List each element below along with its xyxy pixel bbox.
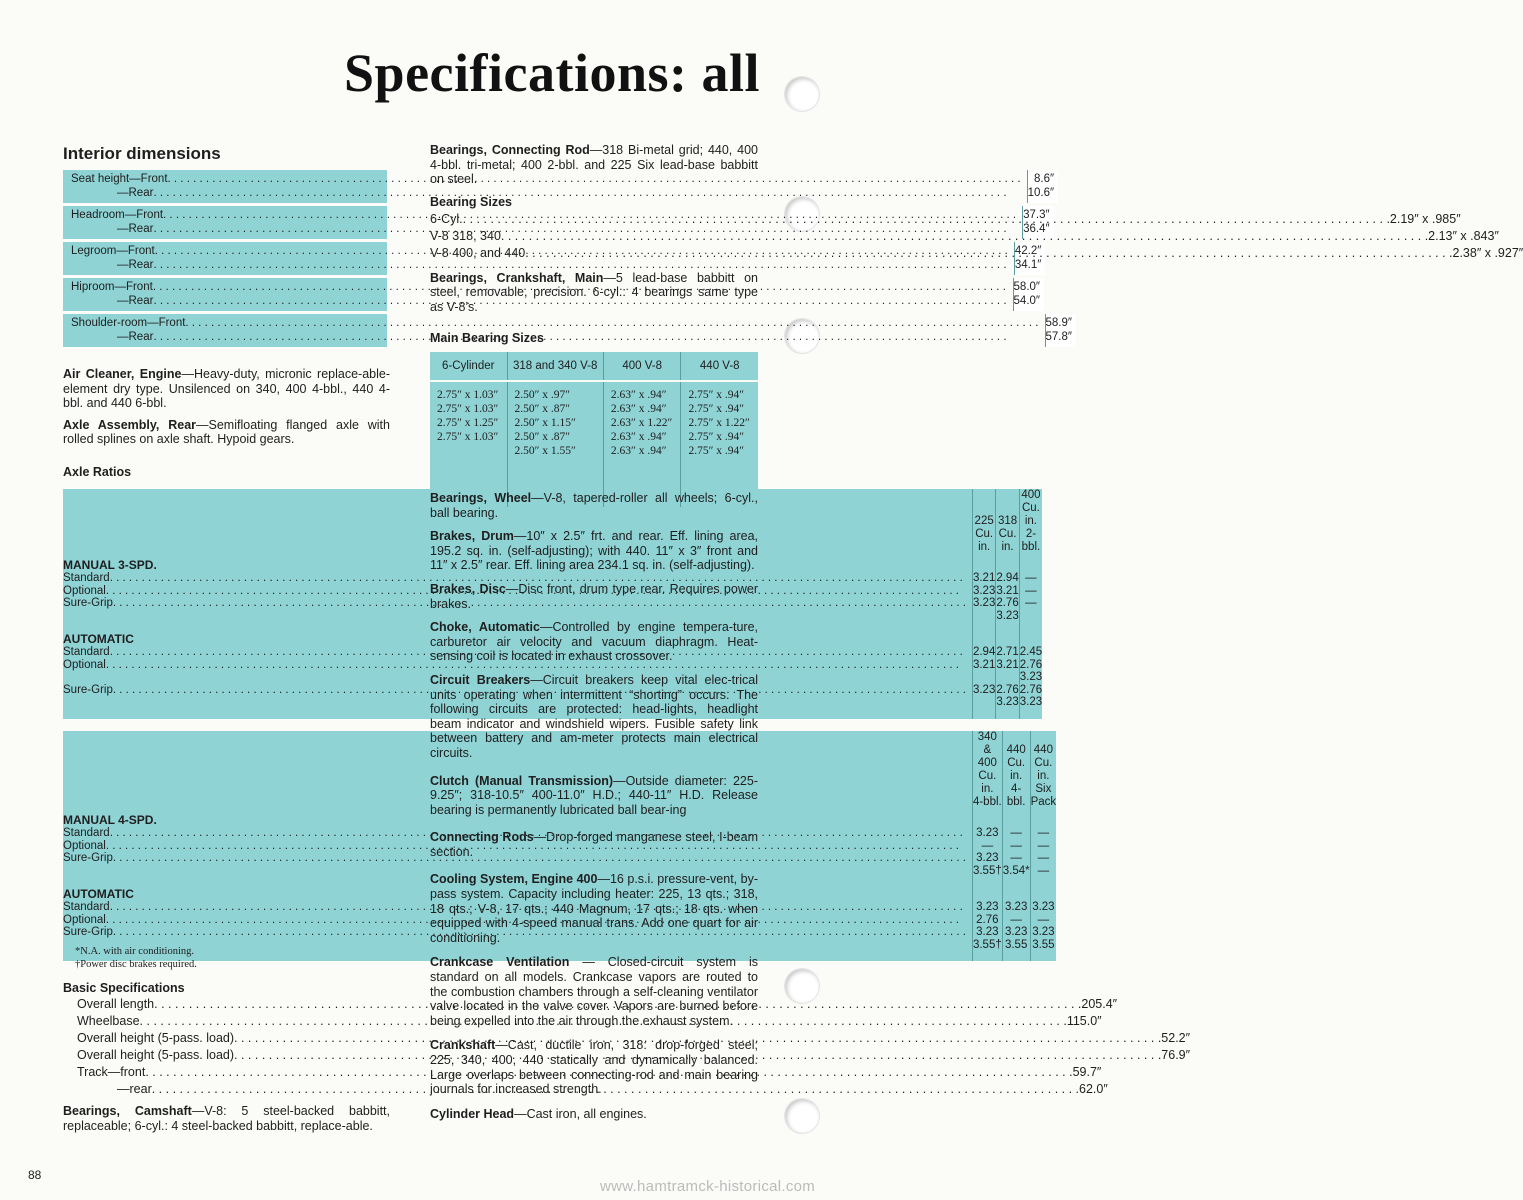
ratio-value: 2.45 [1019, 646, 1043, 658]
bearing-size-value: 2.13″ x .843″ [1428, 228, 1499, 243]
ratio-value: — [1002, 827, 1030, 840]
main-bearing-body-row [430, 381, 758, 507]
spacer-cell [1030, 813, 1056, 827]
main-bearing-value: 2.75″ x 1.22″ [688, 417, 750, 429]
bearing-size-label: 6-Cyl. [430, 211, 463, 226]
ratio-value: 3.23 [996, 696, 1019, 708]
main-bearing-value: 2.50″ x .97″ [514, 389, 571, 401]
spec-label: Overall height (5-pass. load) [77, 1031, 235, 1045]
main-bearing-value: 2.75″ x .94″ [688, 445, 745, 457]
pad-cell [996, 709, 1019, 719]
crankcase-ventilation-paragraph: Crankcase Ventilation — Closed-circuit system is standard on all models. Crankcase vapors are routed to the combustion chambers through a self-cleaning ventilator valve located in the valve cover. Vapors are burned before being expelled into the air through the exhaust system. [430, 955, 758, 1028]
ratio-label-text: Standard [63, 901, 110, 913]
ratio-value: 3.55† [972, 938, 1002, 951]
ratio-value: 3.23 [1030, 901, 1056, 914]
bearing-size-label: V-8 318, 340 [430, 228, 501, 243]
pad-cell [1019, 709, 1042, 719]
ratio-value: — [1030, 827, 1056, 840]
spec-value: 115.0″ [1066, 1014, 1102, 1028]
spec-value: 52.2″ [1161, 1031, 1191, 1045]
main-bearing-value: 2.75″ x 1.03″ [437, 389, 499, 401]
bearing-sizes-heading: Bearing Sizes [430, 194, 512, 209]
header-line: 2-bbl. [1021, 528, 1041, 553]
ratio-value: 3.21 [972, 658, 996, 671]
ratio-value: 3.23 [972, 901, 1002, 914]
ratio-label-text: Standard [63, 646, 110, 658]
ratio-value: 2.76 [996, 683, 1019, 696]
section-title: MANUAL 3-SPD. [63, 558, 157, 572]
column-header [996, 489, 1019, 558]
spec-row [77, 1047, 1191, 1064]
ratio-value: — [1030, 840, 1056, 853]
ratio-value [1019, 610, 1042, 623]
ratio-value: 2.94 [996, 572, 1019, 584]
clutch-paragraph: Clutch (Manual Transmission)—Outside diameter: 225-9.25″; 318-10.5″ 400-11.0″ H.D.; 440-11″ H.D. Release bearing is permanently lubricated ball bear-ing [430, 773, 758, 817]
axle-assembly-paragraph: Axle Assembly, Rear—Semifloating flanged axle with rolled splines on axle shaft. Hypoid gears. [63, 417, 390, 447]
spec-value: 62.0″ [1079, 1082, 1108, 1096]
pad-cell [996, 622, 1019, 632]
header-line: 440 [1006, 744, 1026, 756]
column-header [972, 489, 995, 558]
ratio-label-text: Sure-Grip [63, 683, 113, 696]
connecting-rod-paragraph: Bearings, Connecting Rod—318 Bi-metal grid; 440, 400 4-bbl. tri-metal; 400 2-bbl. and 225 Six lead-base babbitt on steel. [430, 143, 759, 187]
ratio-value: 3.23 [1019, 696, 1043, 708]
header-line: Cu. in. [1007, 757, 1026, 782]
column-header [1002, 731, 1030, 813]
header-line: Six Pack [1030, 783, 1057, 808]
ratio-label-text: Optional [63, 913, 106, 926]
dimension-label: Shoulder-room—Front [71, 317, 186, 329]
ratio-value: — [972, 840, 1002, 853]
dimension-value: 57.8″ [1045, 331, 1072, 343]
spacer-cell [996, 632, 1019, 646]
main-bearing-header: 6-Cylinder [430, 352, 507, 381]
page-title: Specifications: all [344, 43, 760, 103]
spacer-cell [1002, 813, 1030, 827]
header-line: 225 [974, 515, 994, 527]
ratio-value: 3.21 [996, 658, 1019, 671]
spacer-cell [972, 558, 995, 572]
crankshaft-main-paragraph: Bearings, Crankshaft, Main—5 lead-base babbitt on steel, removable, precision. 6-cyl.: 4 bearings same type as V-8’s. [430, 270, 758, 314]
wheel-bearing-paragraph: Bearings, Wheel—V-8, tapered-roller all wheels; 6-cyl., ball bearing. [430, 491, 759, 520]
ratio-value: 3.55† [972, 864, 1002, 877]
ratio-value: 2.76 [1019, 658, 1043, 671]
spec-row [77, 1013, 1102, 1030]
header-line: 4-bbl. [1006, 783, 1026, 808]
ratio-label-text: Standard [63, 827, 110, 839]
camshaft-paragraph: Bearings, Camshaft—V-8: 5 steel-backed babbitt, replaceable; 6-cyl.: 4 steel-backed babbitt, replace-able. [63, 1104, 391, 1133]
interior-values [1046, 314, 1076, 347]
spacer-cell [972, 632, 995, 646]
main-bearing-header: 440 V-8 [681, 352, 758, 381]
spec-label: Track—front [77, 1065, 146, 1079]
dimension-label: —Rear [117, 223, 154, 235]
main-bearing-column [681, 381, 758, 507]
spec-label: Overall length [77, 997, 155, 1011]
spec-row [77, 1081, 1108, 1098]
dimension-value: 8.6″ [1034, 173, 1055, 185]
main-bearing-value: 2.63″ x .94″ [610, 389, 667, 401]
header-line: 318 [997, 515, 1018, 527]
ratio-value: — [1030, 865, 1056, 878]
dimension-value: 42.2″ [1014, 245, 1042, 257]
main-bearing-value: 2.63″ x 1.22″ [610, 417, 673, 429]
spec-row [77, 1030, 1191, 1047]
column-header [1030, 731, 1056, 813]
bearing-size-value: 2.38″ x .927″ [1452, 245, 1523, 260]
main-bearing-value: 2.75″ x .94″ [688, 431, 745, 443]
header-line: Cu. in. [1021, 502, 1040, 527]
main-bearing-value: 2.75″ x 1.03″ [437, 403, 499, 415]
ratio-label-text: Optional [63, 839, 106, 852]
footnote: *N.A. with air conditioning. [75, 946, 194, 957]
ratio-value: 3.23 [1002, 901, 1030, 914]
ratio-value: 2.94 [972, 646, 996, 658]
section-title: AUTOMATIC [63, 887, 134, 901]
main-bearing-value: 2.50″ x 1.15″ [514, 417, 576, 429]
ratio-value: — [1019, 585, 1042, 598]
bearing-size-value: 2.19″ x .985″ [1389, 211, 1461, 226]
main-bearing-heading: Main Bearing Sizes [430, 330, 544, 345]
main-bearing-column [507, 381, 603, 507]
dot-leader [463, 211, 1390, 228]
section-title: MANUAL 4-SPD. [63, 813, 157, 827]
dimension-label: —Rear [117, 295, 154, 307]
main-bearing-value: 2.50″ x .87″ [514, 431, 571, 443]
ratio-value: 2.76 [972, 914, 1002, 927]
dimension-value: 34.1″ [1014, 259, 1042, 271]
pad-cell [1019, 622, 1042, 632]
ratio-value [972, 671, 995, 684]
interior-heading: Interior dimensions [63, 144, 221, 163]
circuit-breakers-paragraph: Circuit Breakers—Circuit breakers keep vital elec-trical units operating when intermittent “shorting” occurs. The following circuits are protected: head-lights, headlight beam indicator and windshield wipers. Fusible safety link between battery and am-meter protects main electrical circuits. [430, 672, 759, 760]
dimension-value: 54.0″ [1013, 295, 1040, 307]
spacer-cell [996, 558, 1019, 572]
main-bearing-value: 2.75″ x .94″ [688, 389, 745, 401]
bearing-size-label: V-8 400, and 440 [430, 245, 526, 260]
ratio-value: 3.23 [972, 827, 1002, 840]
header-line: Cu. in. [975, 528, 994, 553]
interior-values [1028, 170, 1058, 203]
ratio-value: 3.23 [972, 926, 1002, 939]
dimension-value: 10.6″ [1027, 187, 1055, 199]
spacer-cell [1030, 887, 1056, 901]
ratio-value: — [1030, 914, 1056, 927]
ratio-value [972, 610, 995, 623]
ratio-label-text: Sure-Grip [63, 926, 113, 938]
spec-label: —rear [117, 1082, 152, 1096]
header-line: Cu. in. [1034, 757, 1053, 782]
watermark: www.hamtramck-historical.com [600, 1178, 816, 1195]
pad-cell [1030, 877, 1056, 887]
dimension-label: Legroom—Front [71, 245, 155, 257]
dimension-label: —Rear [117, 259, 154, 271]
header-line: Cu. in. [998, 528, 1017, 553]
dimension-label: —Rear [117, 331, 154, 343]
connecting-rods-paragraph: Connecting Rods—Drop-forged manganese steel, I-beam section. [430, 830, 758, 859]
spacer-cell [1019, 558, 1042, 572]
dimension-value: 36.4″ [1023, 223, 1050, 235]
axle-ratios-heading: Axle Ratios [63, 464, 132, 479]
dimension-value: 58.9″ [1045, 317, 1072, 329]
cylinder-head-paragraph: Cylinder Head—Cast iron, all engines. [430, 1106, 647, 1121]
spec-row [77, 1064, 1102, 1081]
main-bearing-value: 2.75″ x .94″ [688, 403, 745, 415]
ratio-value: 3.23 [972, 852, 1002, 865]
cooling-system-paragraph: Cooling System, Engine 400—16 p.s.i. pressure-vent, by-pass system. Capacity including heater: 225, 13 qts.; 318, 18 qts.; V-8, 17 qts.; 440 Magnum, 17 qts.; 18 qts. when equipped with 4-speed manual trans. Add one quart for air conditioning. [430, 872, 759, 945]
ratio-value: 3.54* [1002, 864, 1030, 877]
main-bearing-value: 2.50″ x 1.55″ [514, 445, 576, 457]
footnote: †Power disc brakes required. [75, 959, 197, 970]
section-title: AUTOMATIC [63, 632, 134, 646]
pad-cell [972, 622, 995, 632]
binder-hole [784, 76, 820, 112]
crankshaft-paragraph: Crankshaft—Cast, ductile iron, 318: drop-forged steel; 225, 340, 400, 440 statically and dynamically balanced. Large overlaps between connecting-rod and main bearing journals for increased strength. [430, 1038, 758, 1097]
column-header [972, 731, 1002, 813]
ratio-value: — [1030, 852, 1056, 865]
spacer-cell [1002, 887, 1030, 901]
pad-cell [1002, 951, 1030, 961]
ratio-value: — [1002, 852, 1030, 865]
spec-label: Overall height (5-pass. load) [77, 1048, 235, 1062]
main-bearing-column [430, 381, 507, 507]
main-bearing-value: 2.63″ x .94″ [610, 403, 667, 415]
brakes-disc-paragraph: Brakes, Disc—Disc front, drum type rear. Requires power brakes. [430, 581, 758, 611]
pad-cell [1030, 951, 1056, 961]
header-line: 400 [1021, 489, 1041, 501]
ratio-value: 3.21 [972, 572, 996, 584]
interior-values [1014, 278, 1044, 311]
main-bearing-value: 2.75″ x 1.25″ [437, 417, 499, 429]
ratio-value: 3.23 [1019, 671, 1043, 683]
binder-hole [784, 1098, 820, 1134]
spec-value: 205.4″ [1081, 997, 1118, 1011]
spec-row [77, 996, 1118, 1013]
ratio-value: 3.23 [972, 683, 996, 696]
main-bearing-header: 400 V-8 [603, 352, 681, 381]
spacer-cell [972, 887, 1002, 901]
ratio-value: — [1019, 597, 1042, 610]
main-bearing-sizes-table [430, 352, 758, 507]
main-bearing-header: 318 and 340 V-8 [507, 352, 603, 381]
spacer-cell [1019, 632, 1042, 646]
spec-value: 59.7″ [1072, 1065, 1102, 1079]
ratio-value: 3.23 [996, 609, 1019, 622]
ratio-value: 3.23 [1030, 926, 1056, 939]
ratio-label-text: Standard [63, 572, 110, 584]
dot-leader [525, 245, 1452, 262]
dot-leader [501, 228, 1428, 245]
main-bearing-value: 2.75″ x 1.03″ [437, 431, 499, 443]
pad-cell [972, 709, 995, 719]
ratio-value: 2.76 [996, 597, 1019, 609]
spec-value: 76.9″ [1161, 1048, 1191, 1062]
ratio-value: 3.21 [996, 584, 1019, 597]
header-line: Cu. in. [978, 770, 997, 795]
pad-cell [972, 877, 1002, 887]
air-cleaner-paragraph: Air Cleaner, Engine—Heavy-duty, micronic replace-able-element dry type. Unsilenced on 340, 400 4-bbl., 440 4-bbl. and 440 6-bbl. [63, 367, 391, 411]
ratio-value: — [1002, 914, 1030, 927]
spacer-cell [972, 813, 1002, 827]
ratio-label-text: Optional [63, 658, 106, 671]
ratio-label-text: Sure-Grip [63, 852, 113, 864]
ratio-label-text: Sure-Grip [63, 597, 113, 609]
header-line: 440 [1033, 744, 1053, 756]
main-bearing-value: 2.63″ x .94″ [610, 445, 667, 457]
ratio-label-text: Optional [63, 584, 106, 597]
header-line: 340 & 400 [977, 731, 997, 769]
column-header [1019, 489, 1042, 558]
dimension-value: 37.3″ [1023, 209, 1050, 221]
dimension-label: —Rear [117, 187, 154, 199]
main-bearing-value: 2.50″ x .87″ [514, 403, 571, 415]
choke-paragraph: Choke, Automatic—Controlled by engine tempera-ture, carburetor air velocity and vacuum diaphragm. Heat-sensing coil is located in exhaust crossover. [430, 620, 758, 664]
ratio-value: 3.55 [1002, 939, 1030, 952]
page-number: 88 [28, 1168, 42, 1182]
ratio-value: 3.23 [972, 597, 996, 609]
ratio-value: 2.76 [1019, 683, 1043, 696]
pad-cell [1002, 877, 1030, 887]
ratio-value: 2.71 [996, 646, 1019, 658]
ratio-value [972, 696, 995, 709]
ratio-value: 3.55 [1030, 939, 1056, 952]
ratio-value: 3.23 [1002, 926, 1030, 939]
brakes-drum-paragraph: Brakes, Drum—10″ x 2.5″ frt. and rear. Eff. lining area, 195.2 sq. in. (self-adjusting); with 440. 11″ x 3″ front and 11″ x 2.5″ rear. Eff. lining area 234.1 sq. in. (self-adjusting). [430, 529, 758, 573]
ratio-value [996, 671, 1019, 684]
dimension-label: Headroom—Front [71, 209, 164, 221]
main-bearing-column [603, 381, 681, 507]
header-line: 4-bbl. [972, 796, 1002, 808]
pad-cell [972, 951, 1002, 961]
main-bearing-value: 2.63″ x .94″ [610, 431, 667, 443]
spec-label: Wheelbase [77, 1014, 140, 1028]
ratio-value: — [1019, 572, 1042, 585]
main-bearing-header-row [430, 352, 758, 381]
ratio-value: — [1002, 840, 1030, 853]
dimension-label: Hiproom—Front [71, 281, 153, 293]
ratio-value: 3.23 [972, 584, 996, 597]
basic-specs-heading: Basic Specifications [63, 981, 185, 995]
dimension-label: Seat height—Front [71, 173, 168, 185]
dimension-value: 58.0″ [1013, 281, 1040, 293]
